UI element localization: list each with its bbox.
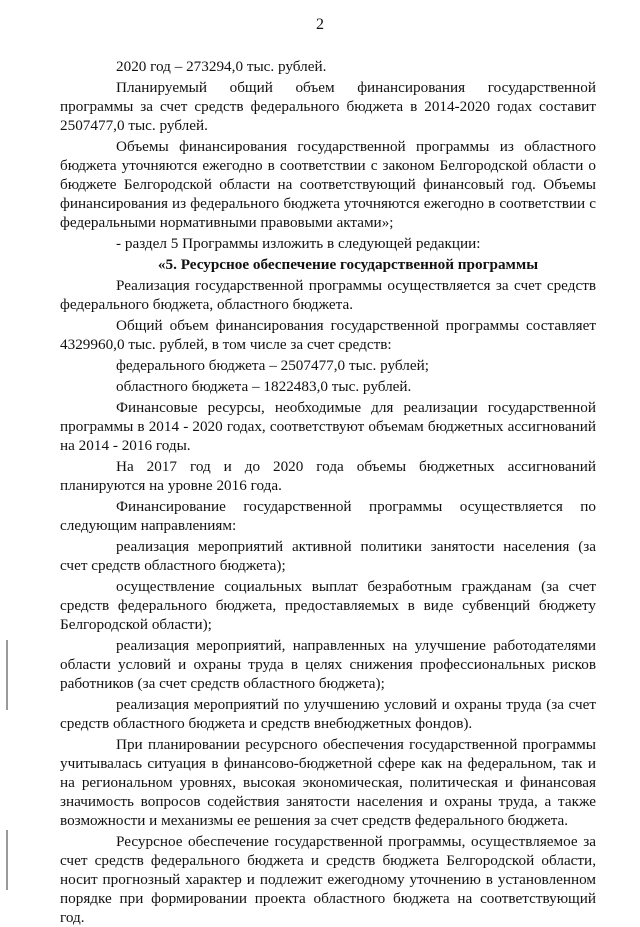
list-item: реализация мероприятий активной политики занятости населения (за счет средств областного бюджета); bbox=[60, 538, 596, 574]
list-item: областного бюджета – 1822483,0 тыс. рублей. bbox=[116, 378, 412, 395]
scan-edge-mark bbox=[6, 640, 8, 710]
paragraph: - раздел 5 Программы изложить в следующей редакции: bbox=[116, 235, 481, 252]
paragraph: Ресурсное обеспечение государственной программы, осуществляемое за счет средств федерального бюджета и средств бюджета Белгородской области, носит прогнозный характер и подлежит ежегодному уточнению в установленном порядке при формировании проекта областного бюджета на соответствующий год. bbox=[60, 833, 596, 926]
page-number: 2 bbox=[316, 16, 324, 33]
paragraph: Реализация государственной программы осуществляется за счет средств федерального бюджета, областного бюджета. bbox=[60, 277, 596, 313]
paragraph: Объемы финансирования государственной программы из областного бюджета уточняются ежегодно в соответствии с законом Белгородской области о бюджете Белгородской области на соответствующий финансовый год. Объемы финансирования из федерального бюджета уточняются ежегодно в соответствии с федеральными нормативными правовыми актами»; bbox=[60, 138, 596, 231]
scan-edge-mark bbox=[6, 830, 8, 890]
paragraph: При планировании ресурсного обеспечения государственной программы учитывалась ситуация в финансово-бюджетной сфере как на федеральном, так и на региональном уровнях, высокая экономическая, политическая и финансовая значимость вопросов содействия занятости населения и охраны труда, а также возможности и механизмы ее решения за счет средств федерального бюджета. bbox=[60, 736, 596, 829]
paragraph: Общий объем финансирования государственной программы составляет 4329960,0 тыс. рублей, в том числе за счет средств: bbox=[60, 317, 596, 353]
list-item: реализация мероприятий, направленных на улучшение работодателями области условий и охраны труда в целях снижения профессиональных рисков работников (за счет средств областного бюджета); bbox=[60, 637, 596, 692]
section-heading: «5. Ресурсное обеспечение государственной программы bbox=[157, 256, 539, 273]
paragraph: Финансирование государственной программы осуществляется по следующим направлениям: bbox=[60, 498, 596, 534]
list-item: федерального бюджета – 2507477,0 тыс. рублей; bbox=[116, 357, 429, 374]
paragraph: Планируемый общий объем финансирования государственной программы за счет средств федерального бюджета в 2014-2020 годах составит 2507477,0 тыс. рублей. bbox=[60, 79, 596, 134]
paragraph: На 2017 год и до 2020 года объемы бюджетных ассигнований планируются на уровне 2016 года. bbox=[60, 458, 596, 494]
paragraph: 2020 год – 273294,0 тыс. рублей. bbox=[116, 58, 327, 75]
paragraph: Финансовые ресурсы, необходимые для реализации государственной программы в 2014 - 2020 годах, соответствуют объемам бюджетных ассигнований на 2014 - 2016 годы. bbox=[60, 399, 596, 454]
list-item: реализация мероприятий по улучшению условий и охраны труда (за счет средств областного бюджета и средств внебюджетных фондов). bbox=[60, 696, 596, 732]
document-body bbox=[60, 57, 596, 927]
list-item: осуществление социальных выплат безработным гражданам (за счет средств федерального бюджета, предоставляемых в виде субвенций бюджету Белгородской области); bbox=[60, 578, 596, 633]
